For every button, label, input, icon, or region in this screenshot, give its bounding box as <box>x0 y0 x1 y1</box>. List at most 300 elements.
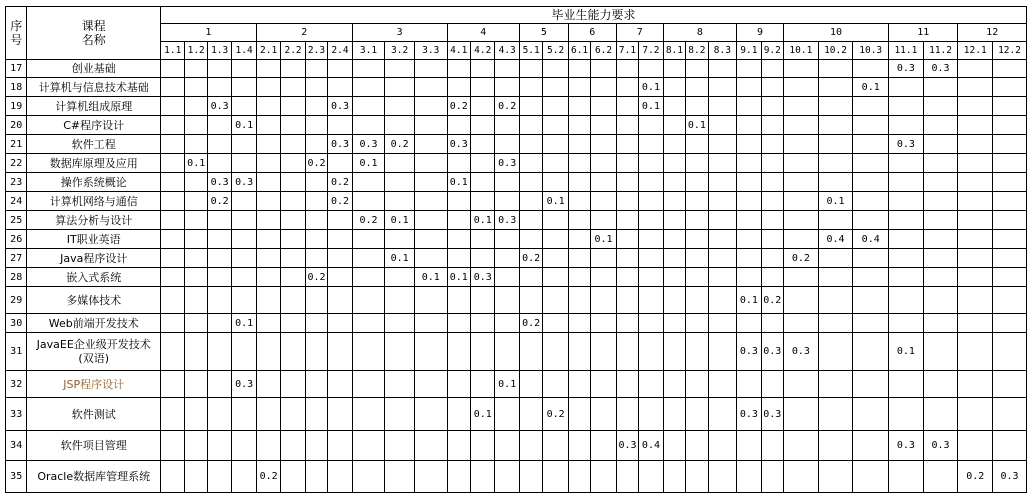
empty-cell <box>447 78 470 97</box>
weight-cell: 0.3 <box>232 371 256 398</box>
row-number: 19 <box>6 97 27 116</box>
empty-cell <box>543 116 568 135</box>
empty-cell <box>185 60 207 78</box>
empty-cell <box>385 398 415 431</box>
empty-cell <box>591 431 616 461</box>
empty-cell <box>519 154 542 173</box>
empty-cell <box>993 97 1027 116</box>
empty-cell <box>281 97 305 116</box>
empty-cell <box>591 154 616 173</box>
empty-cell <box>568 211 590 230</box>
course-name: 软件测试 <box>27 398 161 431</box>
course-name: 数据库原理及应用 <box>27 154 161 173</box>
weight-cell: 0.3 <box>447 135 470 154</box>
course-name: 算法分析与设计 <box>27 211 161 230</box>
empty-cell <box>591 116 616 135</box>
empty-cell <box>853 371 889 398</box>
empty-cell <box>207 287 231 314</box>
empty-cell <box>737 461 761 493</box>
empty-cell <box>993 60 1027 78</box>
empty-cell <box>568 398 590 431</box>
course-ability-matrix <box>5 6 1027 493</box>
empty-cell <box>853 154 889 173</box>
empty-cell <box>256 371 280 398</box>
empty-cell <box>281 461 305 493</box>
empty-cell <box>495 135 519 154</box>
empty-cell <box>686 230 708 249</box>
weight-cell: 0.1 <box>232 314 256 333</box>
ability-subitem-header: 4.2 <box>470 42 494 60</box>
empty-cell <box>305 371 327 398</box>
empty-cell <box>686 287 708 314</box>
empty-cell <box>256 173 280 192</box>
weight-cell: 0.3 <box>495 154 519 173</box>
ability-group-header: 4 <box>447 24 519 42</box>
empty-cell <box>818 461 853 493</box>
empty-cell <box>616 249 638 268</box>
table-row <box>6 371 1027 398</box>
empty-cell <box>853 314 889 333</box>
empty-cell <box>207 461 231 493</box>
empty-cell <box>470 371 494 398</box>
empty-cell <box>543 333 568 371</box>
empty-cell <box>352 333 385 371</box>
empty-cell <box>470 287 494 314</box>
empty-cell <box>281 135 305 154</box>
empty-cell <box>923 230 958 249</box>
ability-group-header: 12 <box>958 24 1027 42</box>
weight-cell: 0.2 <box>328 173 352 192</box>
row-number: 23 <box>6 173 27 192</box>
weight-cell: 0.1 <box>185 154 207 173</box>
empty-cell <box>161 97 185 116</box>
empty-cell <box>568 97 590 116</box>
empty-cell <box>616 398 638 431</box>
empty-cell <box>328 60 352 78</box>
empty-cell <box>853 287 889 314</box>
empty-cell <box>568 268 590 287</box>
weight-cell: 0.3 <box>889 135 924 154</box>
weight-cell: 0.1 <box>818 192 853 211</box>
empty-cell <box>305 431 327 461</box>
empty-cell <box>305 461 327 493</box>
empty-cell <box>352 97 385 116</box>
weight-cell: 0.2 <box>495 97 519 116</box>
weight-cell: 0.3 <box>207 97 231 116</box>
empty-cell <box>232 287 256 314</box>
empty-cell <box>737 249 761 268</box>
empty-cell <box>958 398 993 431</box>
weight-cell: 0.3 <box>470 268 494 287</box>
course-name: IT职业英语 <box>27 230 161 249</box>
empty-cell <box>543 268 568 287</box>
empty-cell <box>543 60 568 78</box>
empty-cell <box>761 249 783 268</box>
empty-cell <box>591 314 616 333</box>
empty-cell <box>708 333 737 371</box>
ability-group-header: 7 <box>616 24 663 42</box>
empty-cell <box>663 230 685 249</box>
table-row <box>6 60 1027 78</box>
empty-cell <box>686 97 708 116</box>
empty-cell <box>737 431 761 461</box>
weight-cell: 0.3 <box>495 211 519 230</box>
weight-cell: 0.3 <box>737 398 761 431</box>
empty-cell <box>958 314 993 333</box>
empty-cell <box>761 314 783 333</box>
empty-cell <box>784 192 819 211</box>
ability-group-header: 6 <box>568 24 616 42</box>
empty-cell <box>185 333 207 371</box>
ability-group-header: 5 <box>519 24 568 42</box>
ability-group-header: 1 <box>161 24 257 42</box>
empty-cell <box>958 60 993 78</box>
empty-cell <box>352 78 385 97</box>
empty-cell <box>889 398 924 431</box>
empty-cell <box>784 431 819 461</box>
empty-cell <box>616 116 638 135</box>
empty-cell <box>328 287 352 314</box>
empty-cell <box>305 314 327 333</box>
empty-cell <box>923 268 958 287</box>
weight-cell: 0.2 <box>519 314 542 333</box>
table-row <box>6 268 1027 287</box>
empty-cell <box>639 154 663 173</box>
empty-cell <box>543 78 568 97</box>
empty-cell <box>470 60 494 78</box>
empty-cell <box>519 268 542 287</box>
table-row <box>6 78 1027 97</box>
empty-cell <box>543 173 568 192</box>
empty-cell <box>256 192 280 211</box>
empty-cell <box>591 249 616 268</box>
empty-cell <box>889 97 924 116</box>
empty-cell <box>232 97 256 116</box>
empty-cell <box>352 60 385 78</box>
empty-cell <box>708 60 737 78</box>
empty-cell <box>232 268 256 287</box>
weight-cell: 0.2 <box>305 268 327 287</box>
empty-cell <box>784 461 819 493</box>
weight-cell: 0.3 <box>761 398 783 431</box>
empty-cell <box>616 230 638 249</box>
empty-cell <box>519 60 542 78</box>
empty-cell <box>414 431 447 461</box>
empty-cell <box>385 268 415 287</box>
empty-cell <box>385 154 415 173</box>
empty-cell <box>958 192 993 211</box>
empty-cell <box>281 268 305 287</box>
empty-cell <box>889 154 924 173</box>
ability-subitem-header: 2.1 <box>256 42 280 60</box>
table-row <box>6 287 1027 314</box>
empty-cell <box>207 333 231 371</box>
empty-cell <box>414 211 447 230</box>
empty-cell <box>993 173 1027 192</box>
empty-cell <box>495 230 519 249</box>
empty-cell <box>328 230 352 249</box>
empty-cell <box>958 268 993 287</box>
empty-cell <box>414 314 447 333</box>
empty-cell <box>784 314 819 333</box>
row-number: 29 <box>6 287 27 314</box>
course-name: Java程序设计 <box>27 249 161 268</box>
empty-cell <box>568 371 590 398</box>
empty-cell <box>639 287 663 314</box>
empty-cell <box>495 249 519 268</box>
empty-cell <box>495 60 519 78</box>
empty-cell <box>447 249 470 268</box>
weight-cell: 0.4 <box>818 230 853 249</box>
empty-cell <box>784 78 819 97</box>
empty-cell <box>761 78 783 97</box>
ability-subitem-header: 2.4 <box>328 42 352 60</box>
empty-cell <box>591 173 616 192</box>
empty-cell <box>818 154 853 173</box>
empty-cell <box>207 268 231 287</box>
empty-cell <box>207 371 231 398</box>
empty-cell <box>663 249 685 268</box>
empty-cell <box>414 173 447 192</box>
weight-cell: 0.1 <box>853 78 889 97</box>
weight-cell: 0.3 <box>889 60 924 78</box>
empty-cell <box>281 287 305 314</box>
empty-cell <box>958 287 993 314</box>
ability-group-header: 9 <box>737 24 784 42</box>
row-number: 22 <box>6 154 27 173</box>
weight-cell: 0.3 <box>616 431 638 461</box>
empty-cell <box>447 333 470 371</box>
empty-cell <box>185 314 207 333</box>
empty-cell <box>591 333 616 371</box>
empty-cell <box>639 249 663 268</box>
empty-cell <box>708 116 737 135</box>
empty-cell <box>281 116 305 135</box>
empty-cell <box>639 230 663 249</box>
empty-cell <box>737 173 761 192</box>
empty-cell <box>591 268 616 287</box>
empty-cell <box>568 78 590 97</box>
empty-cell <box>958 211 993 230</box>
empty-cell <box>784 97 819 116</box>
empty-cell <box>352 314 385 333</box>
empty-cell <box>470 173 494 192</box>
empty-cell <box>889 211 924 230</box>
empty-cell <box>352 287 385 314</box>
empty-cell <box>161 431 185 461</box>
empty-cell <box>818 60 853 78</box>
course-name: 计算机网络与通信 <box>27 192 161 211</box>
ability-subitem-header: 10.1 <box>784 42 819 60</box>
empty-cell <box>568 116 590 135</box>
empty-cell <box>686 211 708 230</box>
table-row <box>6 398 1027 431</box>
empty-cell <box>470 431 494 461</box>
empty-cell <box>616 78 638 97</box>
empty-cell <box>495 268 519 287</box>
empty-cell <box>958 431 993 461</box>
empty-cell <box>818 173 853 192</box>
empty-cell <box>663 398 685 431</box>
empty-cell <box>543 211 568 230</box>
empty-cell <box>761 154 783 173</box>
empty-cell <box>923 154 958 173</box>
empty-cell <box>161 314 185 333</box>
empty-cell <box>414 398 447 431</box>
empty-cell <box>385 60 415 78</box>
row-number: 27 <box>6 249 27 268</box>
empty-cell <box>305 287 327 314</box>
empty-cell <box>161 135 185 154</box>
empty-cell <box>385 97 415 116</box>
empty-cell <box>256 333 280 371</box>
empty-cell <box>414 97 447 116</box>
empty-cell <box>328 154 352 173</box>
empty-cell <box>708 97 737 116</box>
empty-cell <box>281 249 305 268</box>
empty-cell <box>923 78 958 97</box>
empty-cell <box>853 135 889 154</box>
empty-cell <box>232 398 256 431</box>
ability-subitem-header: 6.1 <box>568 42 590 60</box>
empty-cell <box>591 78 616 97</box>
empty-cell <box>737 268 761 287</box>
empty-cell <box>281 192 305 211</box>
ability-subitem-header: 2.2 <box>281 42 305 60</box>
empty-cell <box>616 60 638 78</box>
weight-cell: 0.1 <box>414 268 447 287</box>
empty-cell <box>568 192 590 211</box>
empty-cell <box>352 398 385 431</box>
empty-cell <box>414 249 447 268</box>
empty-cell <box>663 97 685 116</box>
empty-cell <box>207 249 231 268</box>
ability-subitem-header: 1.3 <box>207 42 231 60</box>
weight-cell: 0.1 <box>591 230 616 249</box>
empty-cell <box>993 398 1027 431</box>
empty-cell <box>889 230 924 249</box>
table-row <box>6 249 1027 268</box>
empty-cell <box>519 116 542 135</box>
ability-subitem-header: 10.3 <box>853 42 889 60</box>
empty-cell <box>256 116 280 135</box>
empty-cell <box>281 398 305 431</box>
empty-cell <box>470 154 494 173</box>
empty-cell <box>784 135 819 154</box>
ability-group-header: 3 <box>352 24 447 42</box>
table-row <box>6 173 1027 192</box>
ability-subitem-header: 7.2 <box>639 42 663 60</box>
empty-cell <box>818 287 853 314</box>
empty-cell <box>663 154 685 173</box>
ability-subitem-header: 9.1 <box>737 42 761 60</box>
empty-cell <box>232 249 256 268</box>
empty-cell <box>993 431 1027 461</box>
empty-cell <box>385 431 415 461</box>
empty-cell <box>385 371 415 398</box>
weight-cell: 0.3 <box>737 333 761 371</box>
empty-cell <box>616 173 638 192</box>
empty-cell <box>495 173 519 192</box>
empty-cell <box>889 173 924 192</box>
empty-cell <box>519 78 542 97</box>
empty-cell <box>543 461 568 493</box>
empty-cell <box>256 60 280 78</box>
empty-cell <box>414 230 447 249</box>
empty-cell <box>519 173 542 192</box>
empty-cell <box>993 135 1027 154</box>
empty-cell <box>818 333 853 371</box>
empty-cell <box>737 314 761 333</box>
empty-cell <box>818 97 853 116</box>
empty-cell <box>737 97 761 116</box>
empty-cell <box>543 249 568 268</box>
empty-cell <box>447 116 470 135</box>
empty-cell <box>232 211 256 230</box>
row-number: 34 <box>6 431 27 461</box>
empty-cell <box>761 60 783 78</box>
empty-cell <box>414 333 447 371</box>
empty-cell <box>256 230 280 249</box>
weight-cell: 0.1 <box>686 116 708 135</box>
empty-cell <box>185 268 207 287</box>
empty-cell <box>639 268 663 287</box>
weight-cell: 0.1 <box>889 333 924 371</box>
empty-cell <box>663 173 685 192</box>
empty-cell <box>818 211 853 230</box>
empty-cell <box>519 398 542 431</box>
ability-group-header: 10 <box>784 24 889 42</box>
empty-cell <box>591 461 616 493</box>
empty-cell <box>305 398 327 431</box>
weight-cell: 0.1 <box>639 97 663 116</box>
empty-cell <box>889 461 924 493</box>
empty-cell <box>958 97 993 116</box>
ability-group-header: 8 <box>663 24 736 42</box>
ability-subitem-header: 11.2 <box>923 42 958 60</box>
row-number: 33 <box>6 398 27 431</box>
empty-cell <box>232 60 256 78</box>
empty-cell <box>591 371 616 398</box>
empty-cell <box>185 461 207 493</box>
empty-cell <box>923 461 958 493</box>
course-name: Oracle数据库管理系统 <box>27 461 161 493</box>
empty-cell <box>761 97 783 116</box>
weight-cell: 0.2 <box>543 398 568 431</box>
ability-subitem-header: 3.2 <box>385 42 415 60</box>
empty-cell <box>305 173 327 192</box>
empty-cell <box>737 192 761 211</box>
empty-cell <box>447 314 470 333</box>
empty-cell <box>591 97 616 116</box>
ability-subitem-header: 8.3 <box>708 42 737 60</box>
empty-cell <box>543 154 568 173</box>
empty-cell <box>470 314 494 333</box>
empty-cell <box>281 431 305 461</box>
weight-cell: 0.1 <box>352 154 385 173</box>
empty-cell <box>161 60 185 78</box>
empty-cell <box>447 230 470 249</box>
empty-cell <box>519 97 542 116</box>
course-name: 软件工程 <box>27 135 161 154</box>
empty-cell <box>305 60 327 78</box>
empty-cell <box>328 398 352 431</box>
empty-cell <box>207 135 231 154</box>
empty-cell <box>591 192 616 211</box>
empty-cell <box>639 314 663 333</box>
empty-cell <box>591 135 616 154</box>
empty-cell <box>616 211 638 230</box>
